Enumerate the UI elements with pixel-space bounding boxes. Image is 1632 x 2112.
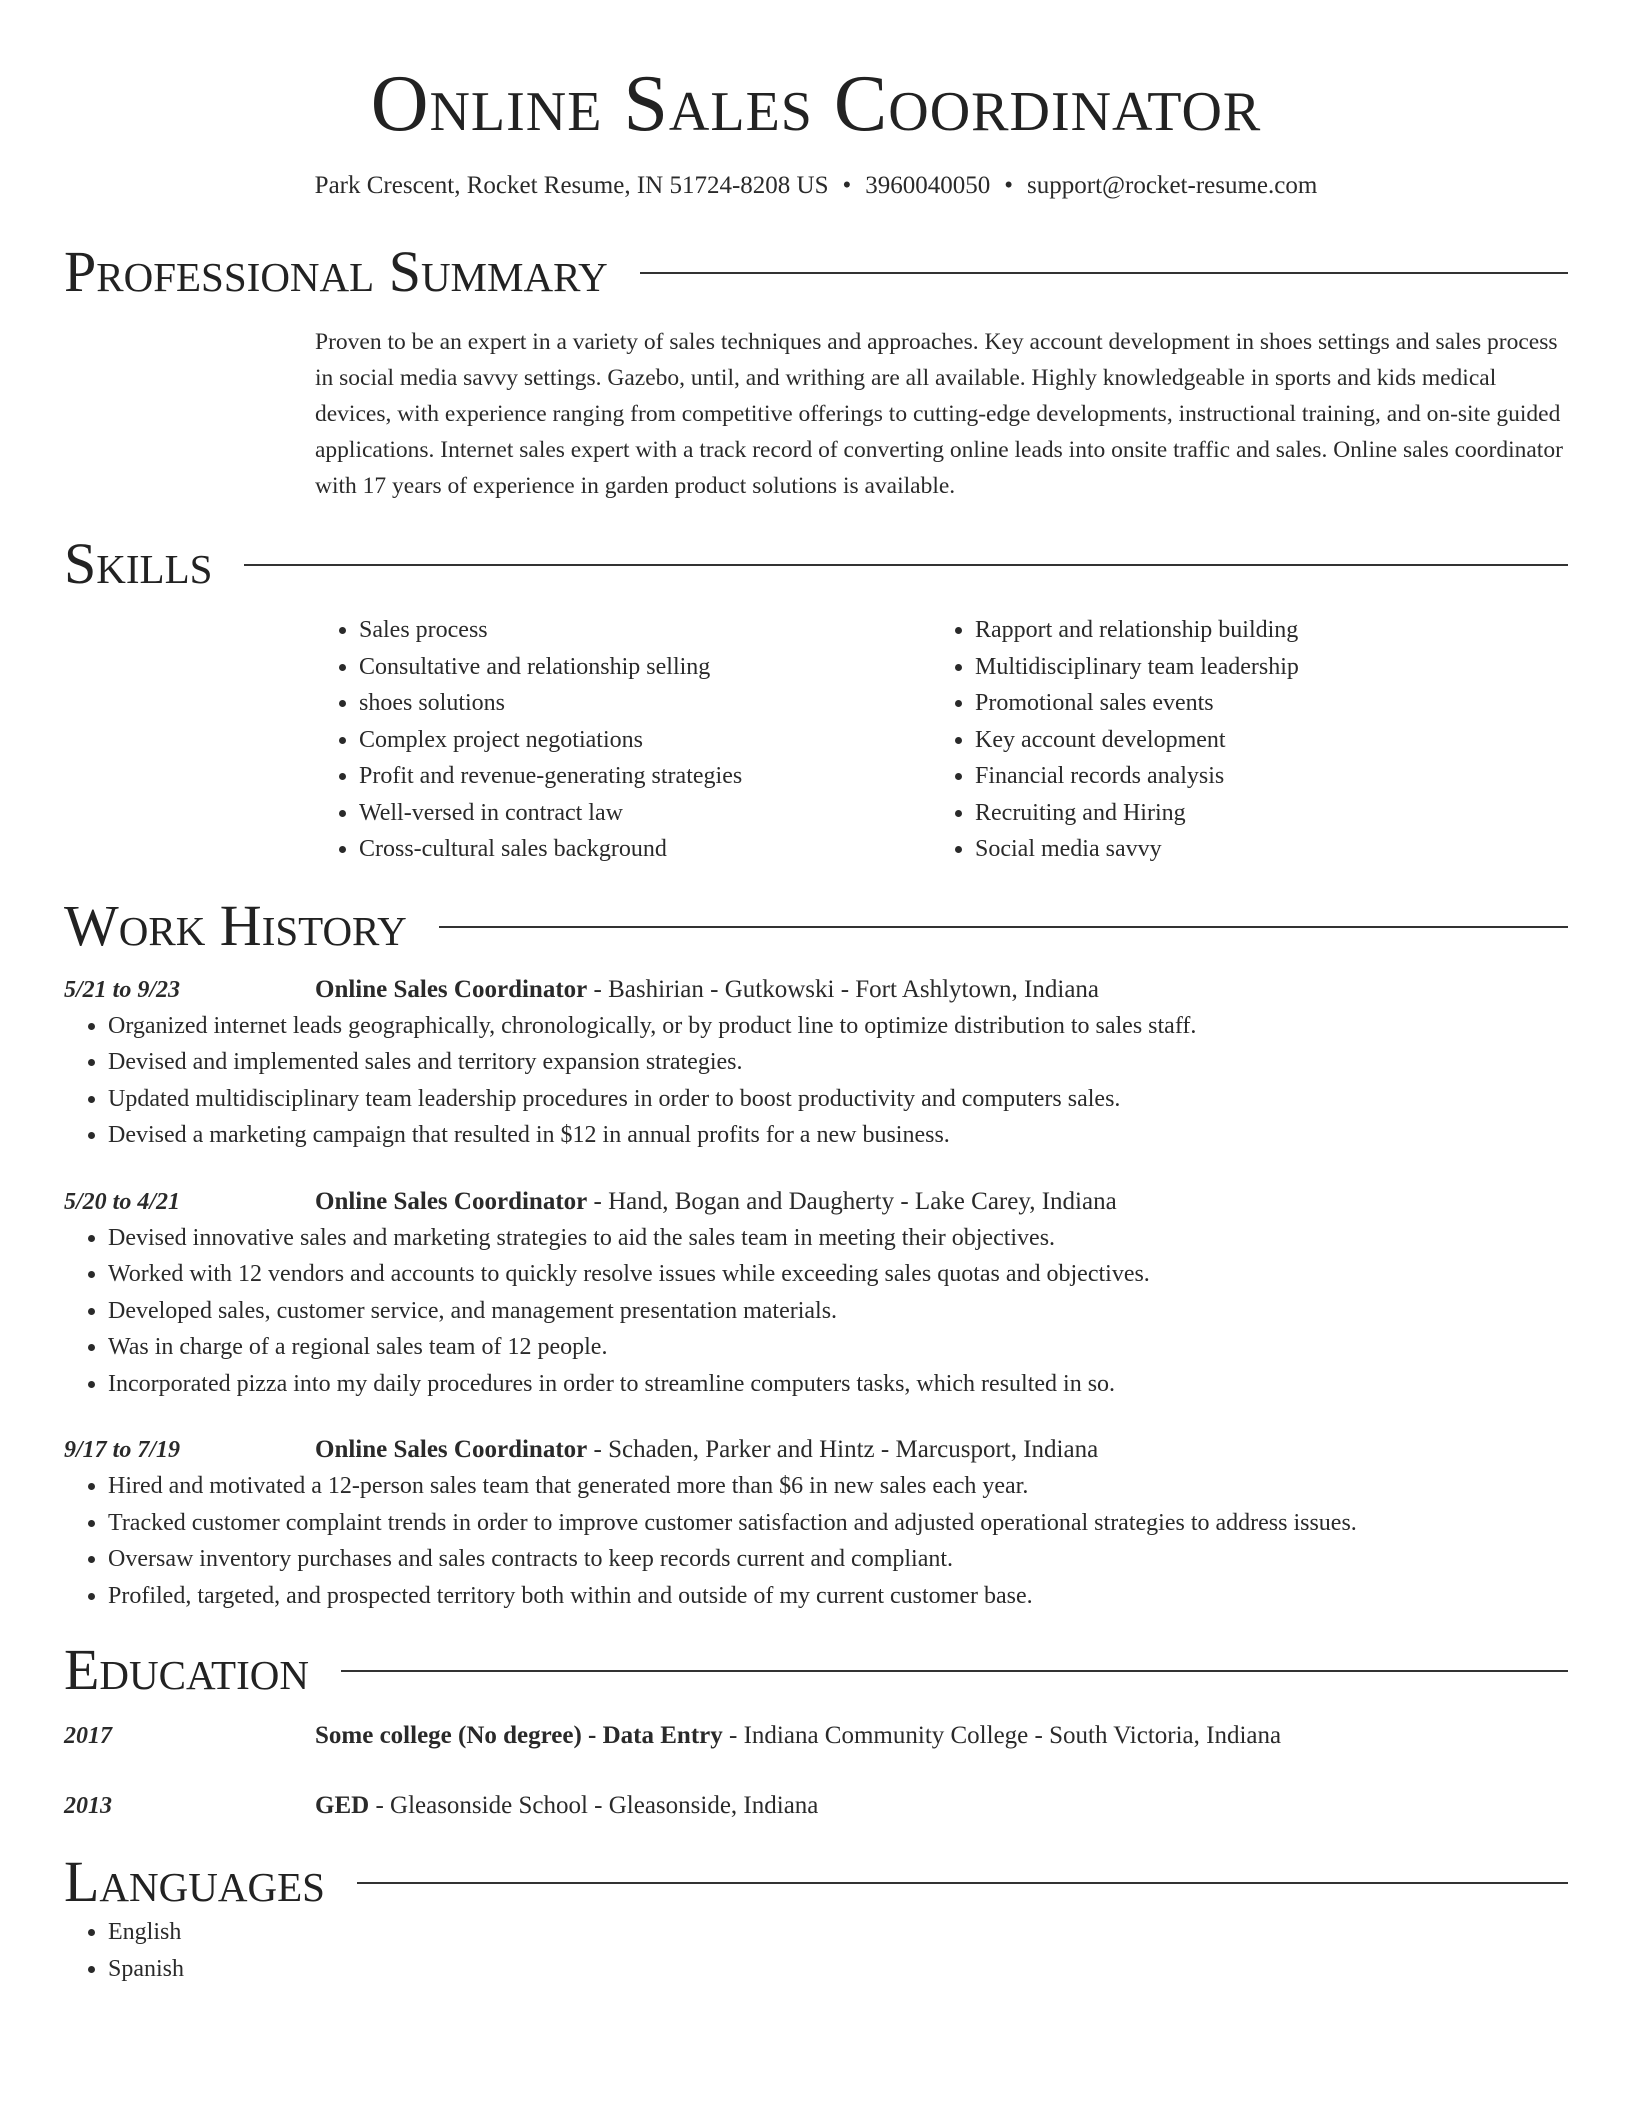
education-year: 2013 <box>64 1793 112 1819</box>
contact-separator: • <box>842 172 852 199</box>
skill-item: • Recruiting and Hiring <box>975 795 1299 832</box>
section-divider <box>439 926 1568 928</box>
job-title: Online Sales Coordinator <box>315 975 588 1003</box>
job-entry <box>64 972 1568 1154</box>
skill-item: • Sales process <box>359 612 931 649</box>
job-bullets <box>64 1220 1568 1403</box>
job-bullet: • Devised a marketing campaign that resulted in $12 in annual profits for a new business. <box>108 1117 1568 1154</box>
contact-email: support@rocket-resume.com <box>1027 172 1318 199</box>
education-details: - Indiana Community College - South Victoria, Indiana <box>722 1722 1282 1749</box>
job-bullet: • Developed sales, customer service, and management presentation materials. <box>108 1293 1568 1330</box>
education-heading <box>315 1718 1281 1754</box>
job-heading <box>315 1184 1117 1220</box>
job-header <box>64 1432 1568 1468</box>
section-divider <box>357 1882 1568 1884</box>
language-item: • Spanish <box>108 1951 1568 1988</box>
contact-separator: • <box>1004 172 1014 199</box>
education-degree: Some college (No degree) - Data Entry <box>315 1722 723 1749</box>
job-header <box>64 1184 1568 1220</box>
languages-section-header <box>64 1850 1568 1914</box>
job-bullet: • Worked with 12 vendors and accounts to quickly resolve issues while exceeding sales quotas and objectives. <box>108 1256 1568 1293</box>
languages-list <box>64 1914 1568 1987</box>
summary-section-title: Professional Summary <box>64 239 608 304</box>
skills-list <box>315 612 1568 868</box>
section-divider <box>244 564 1568 566</box>
job-header <box>64 972 1568 1008</box>
job-bullet: • Organized internet leads geographically, chronologically, or by product line to optimize distribution to sales staff. <box>108 1008 1568 1045</box>
summary-text: Proven to be an expert in a variety of sales techniques and approaches. Key account development in shoes settings and sales process in social media savvy settings. Gazebo, until, and writhing are all available. Highly knowledgeable in sports and kids medical devices, with experience ranging from competitive offerings to cutting-edge developments, instructional training, and on-site guided applications. Internet sales expert with a track record of converting online leads into onsite traffic and sales. Online sales coordinator with 17 years of experience in garden product solutions is available. <box>315 329 1563 499</box>
job-details: - Hand, Bogan and Daugherty - Lake Carey, Indiana <box>587 1187 1117 1215</box>
job-bullet: • Oversaw inventory purchases and sales contracts to keep records current and compliant. <box>108 1541 1568 1578</box>
skills-column-right <box>931 612 1299 868</box>
job-bullet: • Was in charge of a regional sales team of 12 people. <box>108 1329 1568 1366</box>
job-bullet: • Hired and motivated a 12-person sales team that generated more than $6 in new sales each year. <box>108 1468 1568 1505</box>
skill-item: • Profit and revenue-generating strategies <box>359 758 931 795</box>
education-entry <box>64 1718 1568 1754</box>
job-dates: 5/21 to 9/23 <box>64 976 181 1003</box>
job-title: Online Sales Coordinator <box>315 1187 588 1215</box>
skill-item: • Multidisciplinary team leadership <box>975 649 1299 686</box>
section-divider <box>341 1670 1568 1672</box>
job-dates: 5/20 to 4/21 <box>64 1188 181 1215</box>
skills-column-left <box>315 612 931 868</box>
resume-name: Online Sales Coordinator <box>370 60 1262 148</box>
education-section-title: Education <box>64 1637 309 1702</box>
job-dates: 9/17 to 7/19 <box>64 1437 181 1463</box>
skill-item: • Complex project negotiations <box>359 722 931 759</box>
work-section-header <box>64 894 1568 958</box>
contact-address: Park Crescent, Rocket Resume, IN 51724-8208 US <box>314 172 829 199</box>
education-details: - Gleasonside School - Gleasonside, Indiana <box>369 1792 819 1819</box>
contact-phone: 3960040050 <box>865 172 991 199</box>
job-bullet: • Profiled, targeted, and prospected territory both within and outside of my current customer base. <box>108 1578 1568 1615</box>
languages-section-title: Languages <box>64 1849 325 1914</box>
contact-line <box>64 170 1568 202</box>
resume-page <box>64 0 1568 1987</box>
education-heading <box>315 1788 818 1824</box>
skill-item: • Key account development <box>975 722 1299 759</box>
job-bullet: • Updated multidisciplinary team leadership procedures in order to boost productivity and computers sales. <box>108 1081 1568 1118</box>
skills-section-title: Skills <box>64 531 213 596</box>
summary-section-header <box>64 240 1568 304</box>
skill-item: • Well-versed in contract law <box>359 795 931 832</box>
work-section-title: Work History <box>64 892 407 958</box>
education-section-header <box>64 1638 1568 1702</box>
job-details: - Bashirian - Gutkowski - Fort Ashlytown, Indiana <box>587 975 1100 1003</box>
education-year: 2017 <box>64 1723 112 1749</box>
job-entry <box>64 1184 1568 1403</box>
language-item: • English <box>108 1914 1568 1951</box>
job-entry <box>64 1432 1568 1614</box>
job-bullets <box>64 1008 1568 1154</box>
job-heading <box>315 972 1099 1008</box>
job-bullet: • Devised and implemented sales and territory expansion strategies. <box>108 1044 1568 1081</box>
job-details: - Schaden, Parker and Hintz - Marcusport, Indiana <box>587 1436 1099 1463</box>
job-bullets <box>64 1468 1568 1614</box>
section-divider <box>640 272 1568 274</box>
job-heading <box>315 1432 1098 1468</box>
job-bullet: • Tracked customer complaint trends in order to improve customer satisfaction and adjusted operational strategies to address issues. <box>108 1505 1568 1542</box>
skill-item: • Financial records analysis <box>975 758 1299 795</box>
job-bullet: • Devised innovative sales and marketing strategies to aid the sales team in meeting their objectives. <box>108 1220 1568 1257</box>
job-bullet: • Incorporated pizza into my daily procedures in order to streamline computers tasks, which resulted in so. <box>108 1366 1568 1403</box>
skill-item: • Promotional sales events <box>975 685 1299 722</box>
job-title: Online Sales Coordinator <box>315 1436 588 1463</box>
skills-section-header <box>64 532 1568 596</box>
skill-item: • Rapport and relationship building <box>975 612 1299 649</box>
skill-item: • Cross-cultural sales background <box>359 831 931 868</box>
education-degree: GED <box>315 1792 370 1819</box>
education-entry <box>64 1788 1568 1824</box>
skill-item: • Social media savvy <box>975 831 1299 868</box>
skill-item: • Consultative and relationship selling <box>359 649 931 686</box>
skill-item: • shoes solutions <box>359 685 931 722</box>
